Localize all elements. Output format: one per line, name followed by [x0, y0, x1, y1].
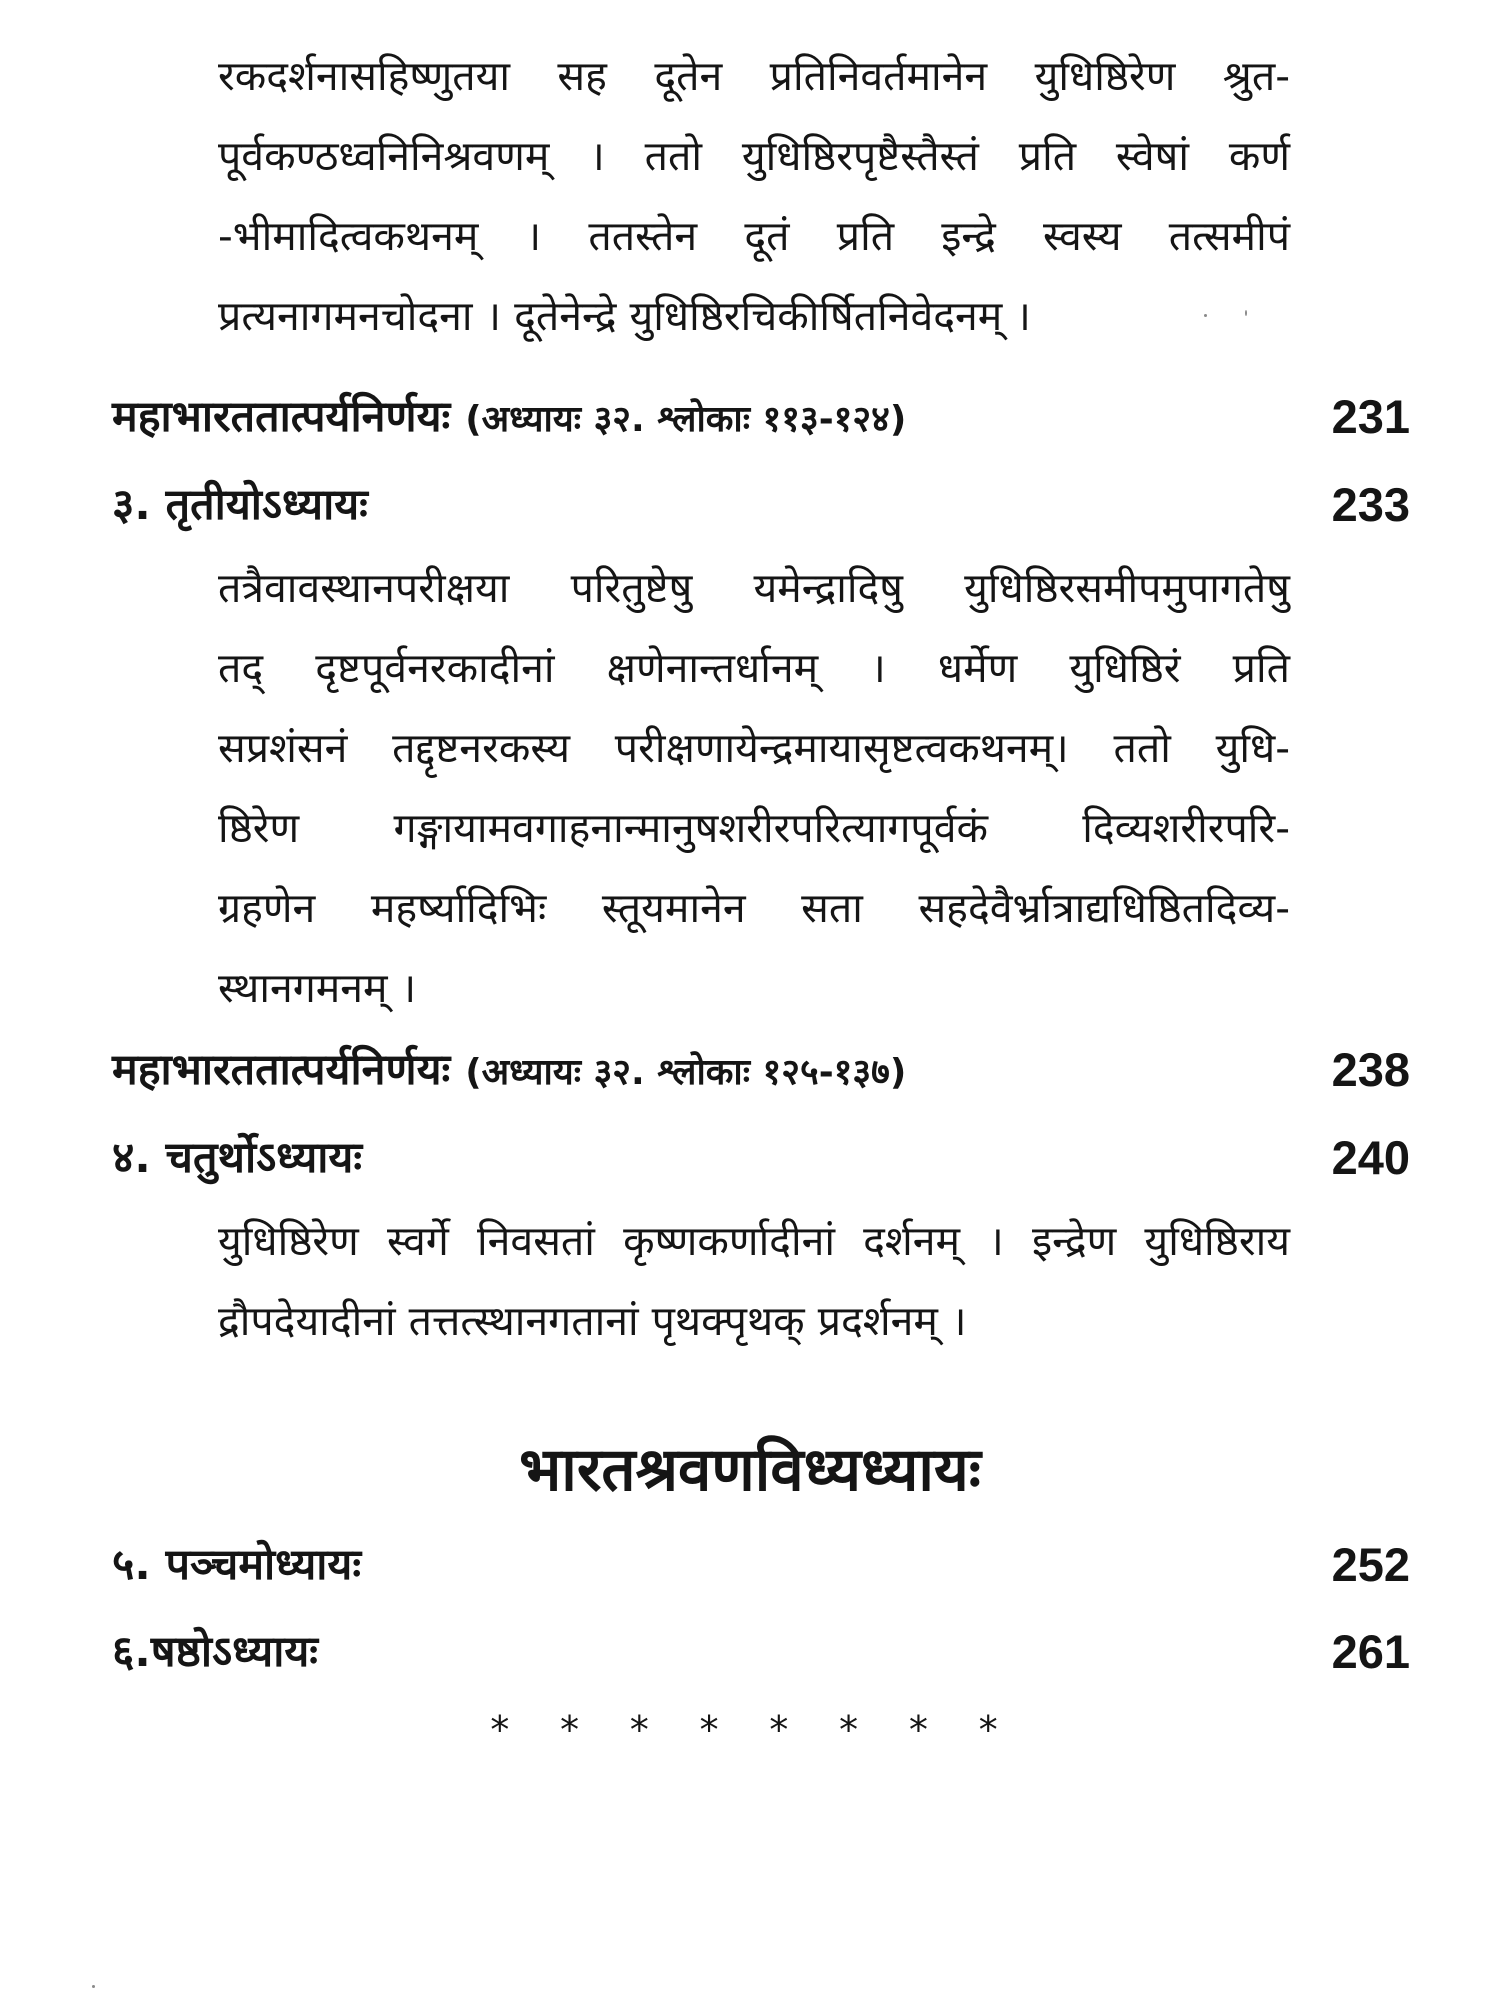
page-number: 240 [1331, 1131, 1410, 1184]
text-line: ष्ठिरेण गङ्गायामवगाहनान्मानुषशरीरपरित्यागपूर्वकं दिव्यशरीरपरि- [218, 804, 1290, 852]
text-line: प्रत्यनागमनचोदना । दूतेनेन्द्रे युधिष्ठिरचिकीर्षितनिवेदनम् । [218, 292, 1031, 340]
entry-title: ६.षष्ठोऽध्यायः [112, 1627, 318, 1677]
entry-title: ४. चतुर्थोऽध्यायः [112, 1133, 363, 1183]
page-number: 231 [1331, 390, 1410, 443]
entry-title-text: महाभारततात्पर्यनिर्णयः [112, 392, 451, 442]
toc-entry-tatparya-1 [112, 377, 1410, 457]
page-number: 233 [1331, 478, 1410, 531]
scan-speck [1245, 310, 1247, 316]
page-number: 261 [1331, 1625, 1410, 1678]
text-line: -भीमादित्वकथनम् । ततस्तेन दूतं प्रति इन्द्रे स्वस्य तत्समीपं [218, 212, 1290, 260]
entry-title-text: महाभारततात्पर्यनिर्णयः [112, 1045, 451, 1095]
page-number: 238 [1331, 1043, 1410, 1096]
text-line: स्थानगमनम् । [218, 964, 417, 1012]
end-ornament: * * * * * * * * [488, 1708, 1012, 1752]
toc-entry-tatparya-2 [112, 1030, 1410, 1110]
text-line: तद् दृष्टपूर्वनरकादीनां क्षणेनान्तर्धानम् । धर्मेण युधिष्ठिरं प्रति [218, 644, 1290, 692]
page-number: 252 [1331, 1538, 1410, 1591]
toc-entry-chapter-4 [112, 1118, 1410, 1198]
entry-title: ३. तृतीयोऽध्यायः [112, 480, 368, 530]
text-line: तत्रैवावस्थानपरीक्षया परितुष्टेषु यमेन्द्रादिषु युधिष्ठिरसमीपमुपागतेषु [218, 564, 1290, 612]
scan-speck [92, 1985, 95, 1988]
entry-title [112, 1030, 906, 1113]
entry-title: ५. पञ्चमोध्यायः [112, 1540, 362, 1590]
text-line: सप्रशंसनं तद्दृष्टनरकस्य परीक्षणायेन्द्रमायासृष्टत्वकथनम्। ततो युधि- [218, 724, 1290, 772]
entry-title [112, 377, 906, 460]
entry-detail: (अध्यायः ३२. श्लोकाः ११३-१२४) [465, 399, 907, 440]
text-line: ग्रहणेन महर्ष्यादिभिः स्तूयमानेन सता सहदेवैर्भ्रात्राद्यधिष्ठितदिव्य- [218, 884, 1290, 932]
text-line: रकदर्शनासहिष्णुतया सह दूतेन प्रतिनिवर्तमानेन युधिष्ठिरेण श्रुत- [218, 52, 1290, 100]
summary-paragraph-1 [218, 36, 1290, 356]
text-line: द्रौपदेयादीनां तत्तत्स्थानगतानां पृथक्पृथक् प्रदर्शनम् । [218, 1297, 967, 1345]
summary-paragraph-3 [218, 1201, 1290, 1361]
toc-entry-chapter-5 [112, 1525, 1410, 1605]
text-line: पूर्वकण्ठध्वनिनिश्रवणम् । ततो युधिष्ठिरपृष्टैस्तैस्तं प्रति स्वेषां कर्ण [218, 132, 1290, 180]
toc-entry-chapter-3 [112, 465, 1410, 545]
text-line: युधिष्ठिरेण स्वर्गे निवसतां कृष्णकर्णादीनां दर्शनम् । इन्द्रेण युधिष्ठिराय [218, 1217, 1290, 1265]
summary-paragraph-2 [218, 548, 1290, 1028]
scan-speck [1204, 314, 1207, 317]
toc-entry-chapter-6 [112, 1612, 1410, 1692]
entry-detail: (अध्यायः ३२. श्लोकाः १२५-१३७) [465, 1052, 907, 1093]
section-heading: भारतश्रवणविध्यध्यायः [519, 1435, 981, 1505]
